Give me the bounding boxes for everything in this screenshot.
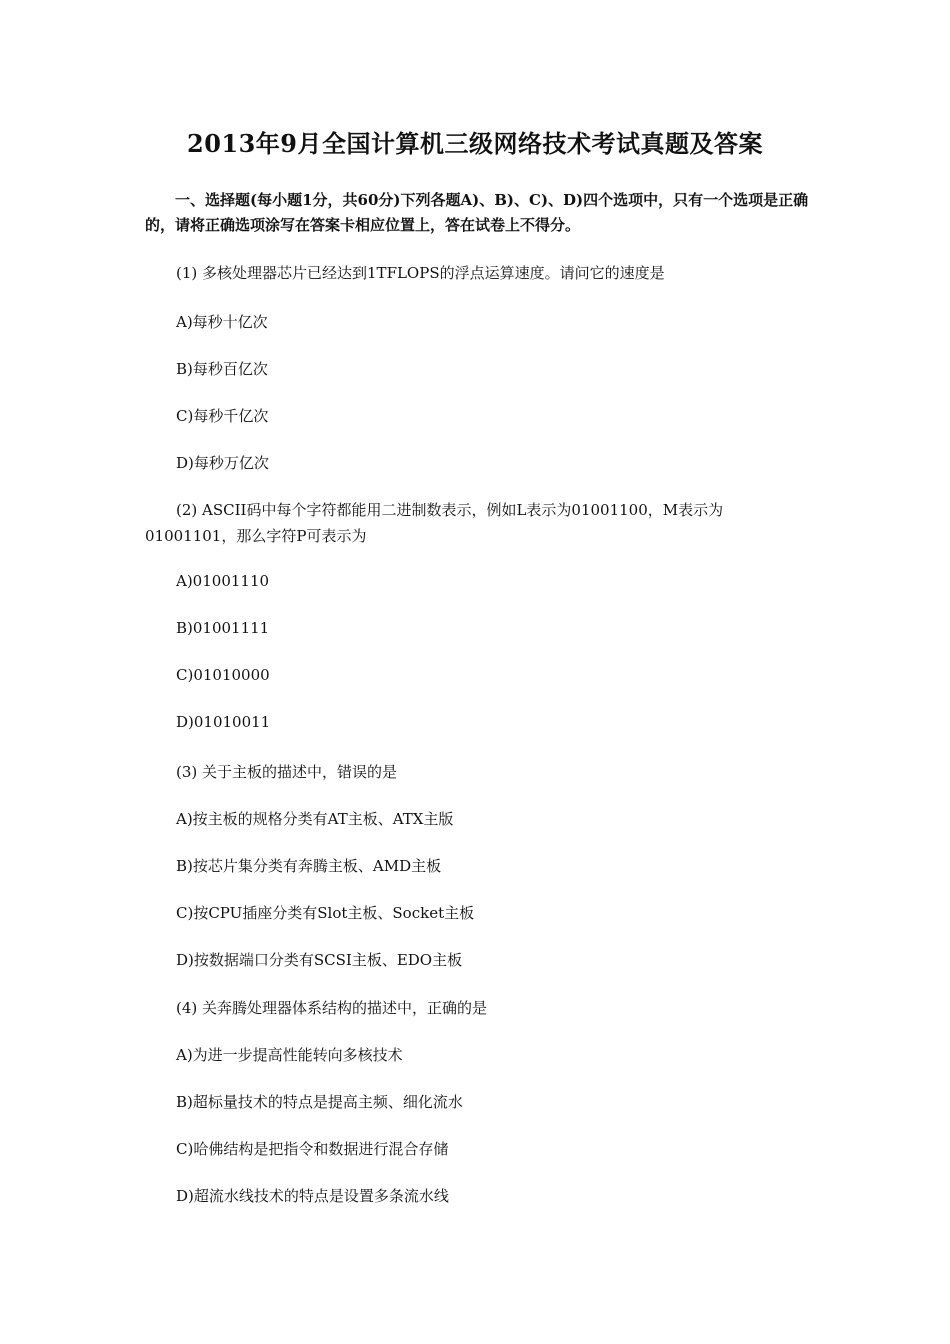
question-2-stem: (2) ASCII码中每个字符都能用二进制数表示，例如L表示为01001100，M表示为01001101，那么字符P可表示为 [145,501,724,545]
question-4-option-d: D)超流水线技术的特点是设置多条流水线 [176,1187,449,1205]
question-2-option-c: C)01010000 [176,666,270,684]
page-title: 2013年9月全国计算机三级网络技术考试真题及答案 [187,129,763,158]
question-2-option-d: D)01010011 [176,713,271,731]
question-4-stem: (4) 关奔腾处理器体系结构的描述中，正确的是 [176,999,488,1017]
question-3-option-c: C)按CPU插座分类有Slot主板、Socket主板 [176,904,475,922]
question-4-option-c: C)哈佛结构是把指令和数据进行混合存储 [176,1140,449,1158]
section-instruction: 一、选择题(每小题1分，共60分)下列各题A)、B)、C)、D)四个选项中，只有一个选项是正确的，请将正确选项涂写在答案卡相应位置上，答在试卷上不得分。 [145,191,809,234]
question-1-option-c: C)每秒千亿次 [176,407,269,425]
question-4-option-a: A)为进一步提高性能转向多核技术 [176,1046,403,1064]
question-1-stem: (1) 多核处理器芯片已经达到1TFLOPS的浮点运算速度。请问它的速度是 [176,264,665,282]
question-1-option-d: D)每秒万亿次 [176,454,269,472]
question-3-stem: (3) 关于主板的描述中，错误的是 [176,763,398,781]
question-1-option-a: A)每秒十亿次 [176,313,268,331]
question-4-option-b: B)超标量技术的特点是提高主频、细化流水 [176,1093,463,1111]
question-2-option-b: B)01001111 [176,619,270,637]
question-1-option-b: B)每秒百亿次 [176,360,268,378]
question-2-option-a: A)01001110 [176,572,270,590]
question-3-option-a: A)按主板的规格分类有AT主板、ATX主版 [176,810,454,828]
question-3-option-d: D)按数据端口分类有SCSI主板、EDO主板 [176,951,463,969]
question-3-option-b: B)按芯片集分类有奔腾主板、AMD主板 [176,857,442,875]
